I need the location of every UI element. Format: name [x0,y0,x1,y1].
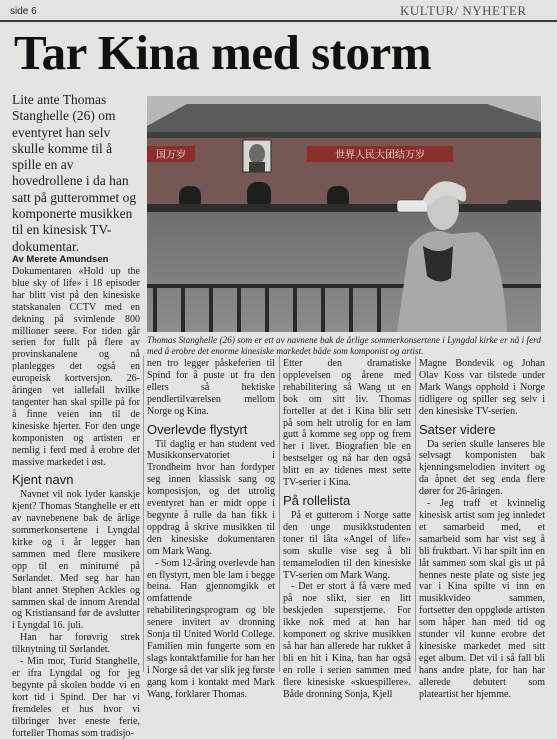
col1-paragraph-4: - Min mor, Turid Stanghelle, er ifra Lyngdal og for jeg begynte på skolen bodde vi en kort tid i Spind. Der har vi fremdeles et hus hvor vi tilbringer hver eneste ferie, forteller Thomas som tradisjo- [12,656,140,739]
page-number: side 6 [10,6,37,17]
col4-paragraph-1: Magne Bondevik og Johan Olav Koss var tilstede under Mark Wangs opphold i Norge tidligere og spiller seg selv i den kinesiske TV-serien. [419,358,545,417]
subheading-overlevde-flystyrt: Overlevde flystyrt [147,421,248,437]
column-1 [12,266,140,739]
column-divider [279,356,280,672]
column-divider [143,356,144,672]
article-photo [147,96,541,332]
col3-paragraph-3: - Det er stort å få være med på noe slikt, sier en litt beskjeden superstjerne. For ikke nok med at han har komponert og skrive musikken så har han allerede har rukket å bli en hit i Kina, han har også en rolle i serien sammen med flere kinesiske «skuespillere». Både dronning Sonja, Kjell [283,581,411,700]
col4-paragraph-3: - Jeg traff et kvinnelig kinesisk artist som jeg innledet et samarbeid med, et samarbeid som har vist seg å bli fruktbart. Vi har spilt inn en låt sammen som skal gis ut på hennes neste plate og siste jeg var i Kina spilte vi inn en musikkvideo sammen, fortsetter den oppgløde artisten som håper han med tid og stunder vil kunne erobre det kinesiske markedet med sitt eget album. Det vil i så fall bli hans andre plate, for han har allerede debutert som plateartist her hjemme. [419,498,545,700]
photo-illustration [147,96,541,332]
column-2 [147,358,275,700]
header-rule [0,20,557,22]
subheading-satser-videre: Satser videre [419,421,496,437]
byline: Av Merete Amundsen [12,254,109,265]
subheading-kjent-navn: Kjent navn [12,472,74,488]
col1-paragraph-3: Han har forøvrig strek tilknytning til Sørlandet. [12,632,140,656]
column-4 [419,358,545,700]
sign-right-text: 世界人民大团结万岁 [335,150,425,161]
column-3 [283,358,411,700]
lead-paragraph: Lite ante Thomas Stanghelle (26) om eventyret han selv skulle komme til å spille en av hovedrollene i da han satt på gutterommet og komponerte musikken til en kinesisk TV-dokumentar. [12,92,137,254]
subheading-pa-rollelista: På rollelista [283,492,351,508]
col2-paragraph-1: nen tro legger påskeferien til Spind for å puste ut fra den ellers så hektiske pendlertilværelsen mellom Norge og Kina. [147,358,275,417]
col1-paragraph-2: Navnet vil nok lyder kanskje kjent? Thomas Stanghelle er ett av navnebenene bak de årlige sommerkonsertene i Lyngdal kirke og i år legger han sammen med flere musikere opp til en miniturné på Sørlandet. Med seg har han blant annet Stephen Ackles og sammen skal de innom Arendal og Kristiansand før de avslutter i Lyngdal 16. juli. [12,489,140,632]
col2-paragraph-3: - Som 12-åring overlevde han en flystyrt, men ble lam i begge beina. Han gjennomgikk et omfattende rehabiliteringsprogram og ble senere invitert av dronning Sonja til United World College. Familien min fungerte som en slags kontaktfamilie for han her i Norge så det var slik jeg første gang kom i kontakt med Mark Wang, forklarer Thomas. [147,557,275,700]
section-title: KULTUR/ NYHETER [400,3,527,18]
col1-paragraph-1: Dokumentaren «Hold up the blue sky of life» i 18 episoder har blitt vist på den kinesiske statskanalen CCTV med en dekning på svimlende 800 millioner seere. For tiden går serien for fullt på flere av provinskanalene og nå planlegges det også en europeisk kortversjon. 26-åringen vet iallefall hvilke tangenter han skal spille på for å finne veien inn til de kinesiske hjerter. For den unge komponisten og artisten er nemlig i ferd med å erobre det massive markedet i øst. [12,266,140,468]
sign-left-text: 国万岁 [156,150,186,161]
col3-paragraph-2: På et gutterom i Norge satte den unge musikkstudenten toner til låta «Angel of life» som skulle vise seg å bli temamelodien til den kinesiske TV-serien om Mark Wang. [283,509,411,581]
col3-paragraph-1: Etter den dramatiske opplevelsen og årene med rehabilitering så Wang ut en bok om sitt liv. Thomas forteller at det i Kina blir sett på som helt utrolig for en lam gutt å komme seg opp og frem her i livet. Biografien ble en bestselger og nå har den også blitt en av tidenes mest sette TV-serier i Kina. [283,358,411,489]
column-divider [415,356,416,672]
page-header [0,0,557,22]
col4-paragraph-2: Da serien skulle lanseres ble selvsagt komponisten bak kjenningsmelodien invitert og da åpnet det seg enda flere dører for 26-åringen. [419,438,545,498]
headline: Tar Kina med storm [14,25,432,80]
photo-caption: Thomas Stanghelle (26) som er ett av navnene bak de årlige sommerkonsertene i Lyngdal kirke er nå i ferd med å erobre det enorme kinesiske markedet både som komponist og artist. [147,335,541,356]
col2-paragraph-2: Til daglig er han student ved Musikkonservatoriet i Trondheim hvor han fordyper seg innen klassisk sang og komposisjon, og det utrolig eventyret han er midt oppe i begynte å rulle da han fikk i oppdrag å skrive musikken til den kinesiske dokumentaren om Mark Wang. [147,438,275,557]
